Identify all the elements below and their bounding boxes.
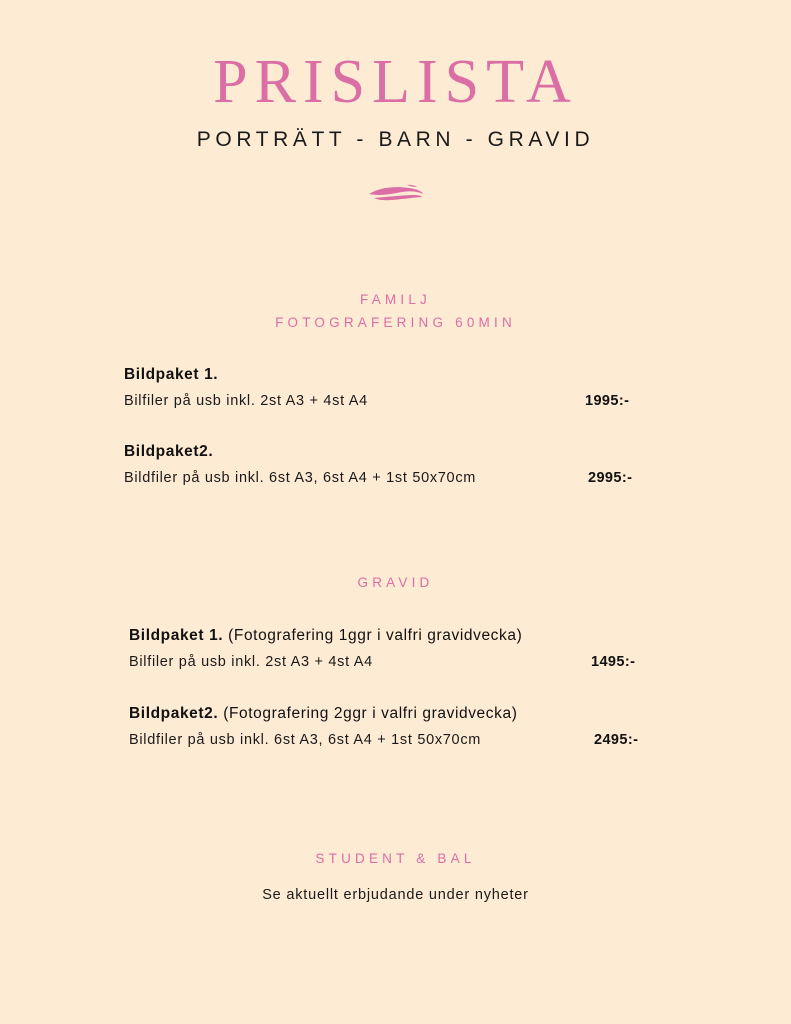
page-title: PRISLISTA	[213, 48, 578, 116]
package-title: Bildpaket2.	[129, 705, 219, 722]
package-title: Bildpaket 1.	[124, 366, 219, 383]
package-description: Bilfiler på usb inkl. 2st A3 + 4st A4	[129, 654, 373, 670]
page-subtitle: PORTRÄTT - BARN - GRAVID	[196, 128, 595, 151]
swirl-ornament-icon	[366, 180, 426, 204]
section-heading-gravid: GRAVID	[357, 575, 434, 590]
package-price: 2995:-	[588, 470, 633, 486]
package-price: 2495:-	[594, 732, 639, 748]
package-title-row	[129, 704, 517, 724]
section-subheading-familj: FOTOGRAFERING 60MIN	[275, 315, 516, 330]
package-title-row	[129, 626, 522, 646]
package-note: (Fotografering 1ggr i valfri gravidvecka)	[228, 627, 523, 644]
package-title: Bildpaket2.	[124, 443, 214, 460]
package-description: Bilfiler på usb inkl. 2st A3 + 4st A4	[124, 393, 368, 409]
package-description: Bildfiler på usb inkl. 6st A3, 6st A4 + 1st 50x70cm	[129, 732, 482, 748]
student-offer-text: Se aktuellt erbjudande under nyheter	[262, 887, 529, 903]
package-description: Bildfiler på usb inkl. 6st A3, 6st A4 + 1st 50x70cm	[124, 470, 477, 486]
package-price: 1995:-	[585, 393, 630, 409]
package-note: (Fotografering 2ggr i valfri gravidvecka)	[223, 705, 518, 722]
section-heading-student: STUDENT & BAL	[315, 851, 476, 866]
section-heading-familj: FAMILJ	[360, 292, 431, 307]
package-price: 1495:-	[591, 654, 636, 670]
package-title: Bildpaket 1.	[129, 627, 224, 644]
